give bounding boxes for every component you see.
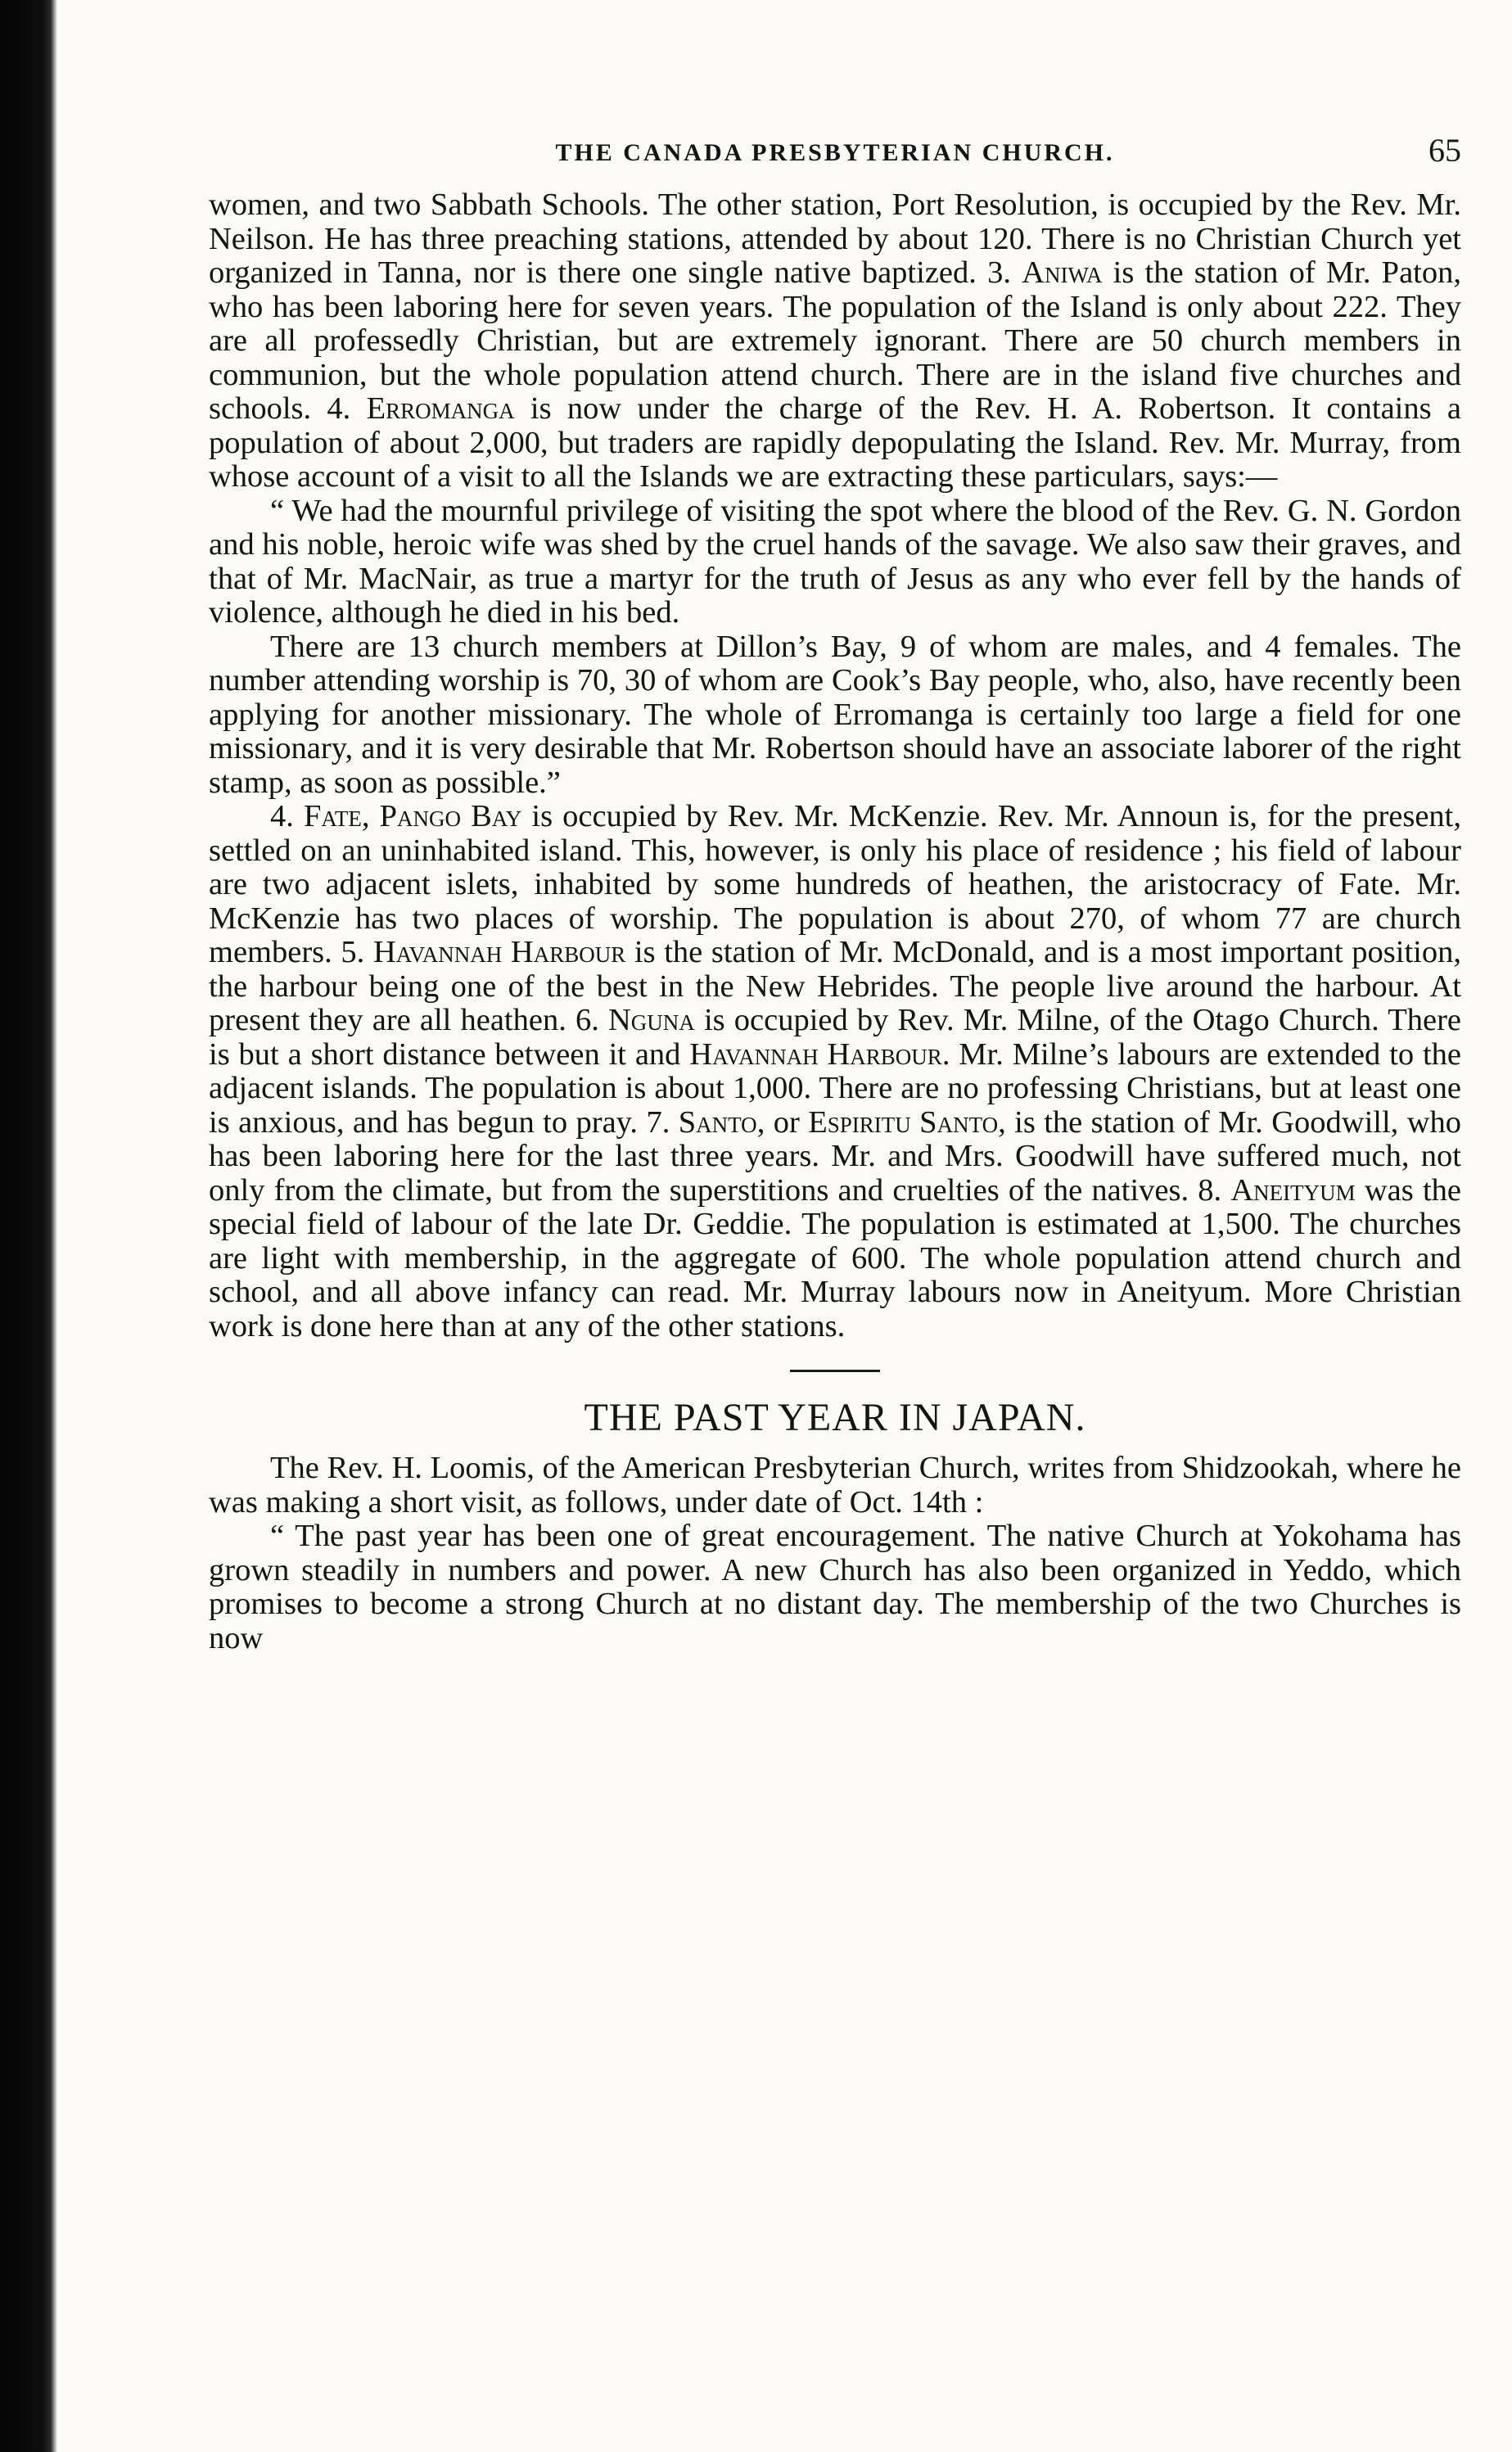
- page-number: 65: [1429, 132, 1461, 169]
- text-run: is now under the charge of the Rev. H. A. Robertson. It contains a population of about 2,000, but traders are rapidly depopulating the Island. Rev. Mr. Murray, from whose account of a visit to all the Islands we are extracting these particulars, says:—: [209, 391, 1461, 494]
- station-name-nguna: Nguna: [608, 1003, 695, 1037]
- station-name-aneityum: Aneityum: [1230, 1172, 1356, 1208]
- running-head: [209, 131, 1461, 188]
- text-run: 4.: [270, 799, 304, 833]
- paragraph-fate-and-islands: [209, 800, 1461, 1343]
- japan-article-body: [209, 1452, 1461, 1655]
- section-divider: [790, 1370, 880, 1372]
- running-title: THE CANADA PRESBYTERIAN CHURCH.: [555, 139, 1115, 166]
- text-run: , is the station of Mr. Goodwill, who has been laboring here for the last three years. Mr. and Mrs. Goodwill have suffered much, not only from the climate, but from the superstitions and cruelties of the natives. 8.: [209, 1104, 1462, 1208]
- station-name-havannah: Havannah Harbour: [372, 935, 626, 969]
- binding-edge: [0, 0, 57, 2452]
- text-run: is the station of Mr. McDonald, and is a most important position, the harbour being one of the best in the New Hebrides. The people live around the harbour. At present they are all heathen. 6.: [209, 935, 1461, 1037]
- station-name-erromanga: Erromanga: [366, 391, 515, 426]
- station-name-santo: Santo: [678, 1104, 757, 1140]
- station-name-havannah-2: Havannah Harbour: [689, 1036, 942, 1072]
- section-heading: THE PAST YEAR IN JAPAN.: [584, 1396, 1086, 1439]
- paragraph-quote-gordon: “ We had the mournful privilege of visiting the spot where the blood of the Rev. G. N. Gordon and his noble, heroic wife was shed by the cruel hands of the savage. We also saw their graves, and that of Mr. MacNair, as true a martyr for the truth of Jesus as any who ever fell by the hands of violence, although he died in his bed.: [209, 493, 1461, 630]
- station-name-espiritu-santo: Espiritu Santo: [808, 1104, 999, 1140]
- text-run: was the special field of labour of the late Dr. Geddie. The population is estimated at 1,500. The churches are light with membership, in the aggregate of 600. The whole population attend church and school, and all above infancy can read. Mr. Murray labours now in Aneityum. More Christian work is done here than at any of the other stations.: [209, 1172, 1461, 1343]
- station-name-aniwa: Aniwa: [1022, 255, 1103, 290]
- paragraph-dillons-bay: There are 13 church members at Dillon’s Bay, 9 of whom are males, and 4 females. The number attending worship is 70, 30 of whom are Cook’s Bay people, who, also, have recently been applying for another missionary. The whole of Erromanga is certainly too large a field for one missionary, and it is very desirable that Mr. Robertson should have an associate laborer of the right stamp, as soon as possible.”: [209, 629, 1461, 800]
- paragraph-new-hebrides-stations: [209, 188, 1461, 494]
- text-run: , or: [756, 1104, 809, 1140]
- text-run: . Mr. Milne’s labours are extended to the adjacent islands. The population is about 1,000. There are no professing Christians, but at least one is anxious, and has begun to pray. 7.: [209, 1036, 1461, 1140]
- paragraph-loomis-letter: “ The past year has been one of great encouragement. The native Church at Yokohama has grown steadily in numbers and power. A new Church has also been organized in Yeddo, which promises to become a strong Church at no distant day. The membership of the two Churches is now: [209, 1519, 1461, 1655]
- text-run: women, and two Sabbath Schools. The other station, Port Resolution, is occupied by the Rev. Mr. Neilson. He has three preaching stations, attended by about 120. There is no Christian Church yet organized in Tanna, nor is there one single native baptized. 3.: [209, 187, 1461, 290]
- text-run: is occupied by Rev. Mr. McKenzie. Rev. Mr. Announ is, for the present, settled on an uninhabited island. This, however, is only his place of residence ; his field of labour are two adjacent islets, inhabited by some hundreds of heathen, the aristocracy of Fate. Mr. McKenzie has two places of worship. The population is about 270, of whom 77 are church members. 5.: [209, 799, 1461, 969]
- text-run: is occupied by Rev. Mr. Milne, of the Otago Church. There is but a short distance between it and: [209, 1003, 1462, 1072]
- station-name-fate: Fate, Pango Bay: [303, 799, 522, 833]
- paragraph-loomis-intro: The Rev. H. Loomis, of the American Presbyterian Church, writes from Shidzookah, where he was making a short visit, as follows, under date of Oct. 14th :: [209, 1451, 1461, 1520]
- book-page: [209, 131, 1461, 1655]
- article-body: [209, 188, 1461, 1343]
- text-run: is the station of Mr. Paton, who has been laboring here for seven years. The population of the Island is only about 222. They are all professedly Christian, but are extremely ignorant. There are 50 church members in communion, but the whole population attend church. There are in the island five churches and schools. 4.: [209, 255, 1461, 426]
